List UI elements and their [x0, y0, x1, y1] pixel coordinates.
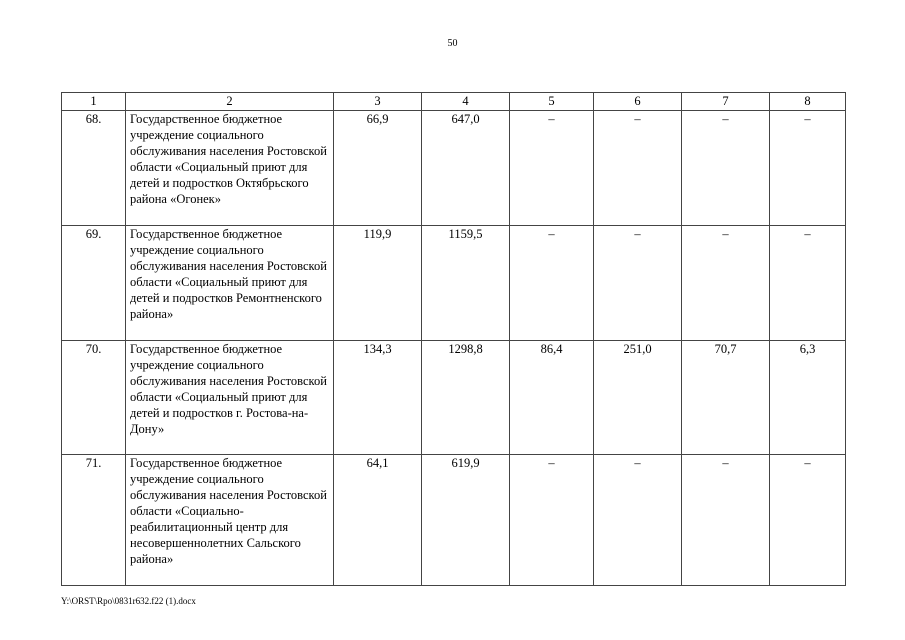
cell-col-5: –	[510, 455, 594, 586]
cell-col-7: –	[682, 111, 770, 226]
cell-col-4: 1298,8	[422, 341, 510, 455]
row-number: 69.	[62, 226, 126, 341]
cell-col-3: 66,9	[334, 111, 422, 226]
cell-col-4: 619,9	[422, 455, 510, 586]
cell-col-7: –	[682, 226, 770, 341]
cell-col-8: –	[770, 455, 846, 586]
cell-col-7: 70,7	[682, 341, 770, 455]
page-number: 50	[447, 38, 458, 49]
row-number: 68.	[62, 111, 126, 226]
institution-name: Государственное бюджетное учреждение социального обслуживания населения Ростовской области «Социальный приют для детей и подростков Октябрьского района «Огонек»	[126, 111, 334, 226]
cell-col-4: 1159,5	[422, 226, 510, 341]
table-row	[62, 341, 846, 455]
cell-col-3: 134,3	[334, 341, 422, 455]
header-cell-1: 1	[62, 93, 126, 111]
table-row	[62, 455, 846, 586]
cell-col-6: –	[594, 226, 682, 341]
cell-col-8: –	[770, 111, 846, 226]
header-cell-5: 5	[510, 93, 594, 111]
cell-col-5: –	[510, 111, 594, 226]
cell-col-4: 647,0	[422, 111, 510, 226]
data-table	[61, 92, 846, 586]
institution-name: Государственное бюджетное учреждение социального обслуживания населения Ростовской области «Социально-реабилитационный центр для несовершеннолетних Сальского района»	[126, 455, 334, 586]
header-cell-8: 8	[770, 93, 846, 111]
cell-col-7: –	[682, 455, 770, 586]
header-cell-3: 3	[334, 93, 422, 111]
cell-col-3: 64,1	[334, 455, 422, 586]
table-row	[62, 111, 846, 226]
row-number: 70.	[62, 341, 126, 455]
cell-col-8: –	[770, 226, 846, 341]
cell-col-6: –	[594, 455, 682, 586]
header-cell-2: 2	[126, 93, 334, 111]
header-cell-7: 7	[682, 93, 770, 111]
table-row	[62, 226, 846, 341]
header-cell-4: 4	[422, 93, 510, 111]
institution-name: Государственное бюджетное учреждение социального обслуживания населения Ростовской области «Социальный приют для детей и подростков г. Ростова-на-Дону»	[126, 341, 334, 455]
cell-col-6: –	[594, 111, 682, 226]
institution-name: Государственное бюджетное учреждение социального обслуживания населения Ростовской области «Социальный приют для детей и подростков Ремонтненского района»	[126, 226, 334, 341]
footer-file-path: Y:\ORST\Rpo\0831r632.f22 (1).docx	[61, 596, 196, 606]
cell-col-5: –	[510, 226, 594, 341]
table-header-row	[62, 93, 846, 111]
header-cell-6: 6	[594, 93, 682, 111]
cell-col-5: 86,4	[510, 341, 594, 455]
row-number: 71.	[62, 455, 126, 586]
cell-col-3: 119,9	[334, 226, 422, 341]
cell-col-6: 251,0	[594, 341, 682, 455]
cell-col-8: 6,3	[770, 341, 846, 455]
